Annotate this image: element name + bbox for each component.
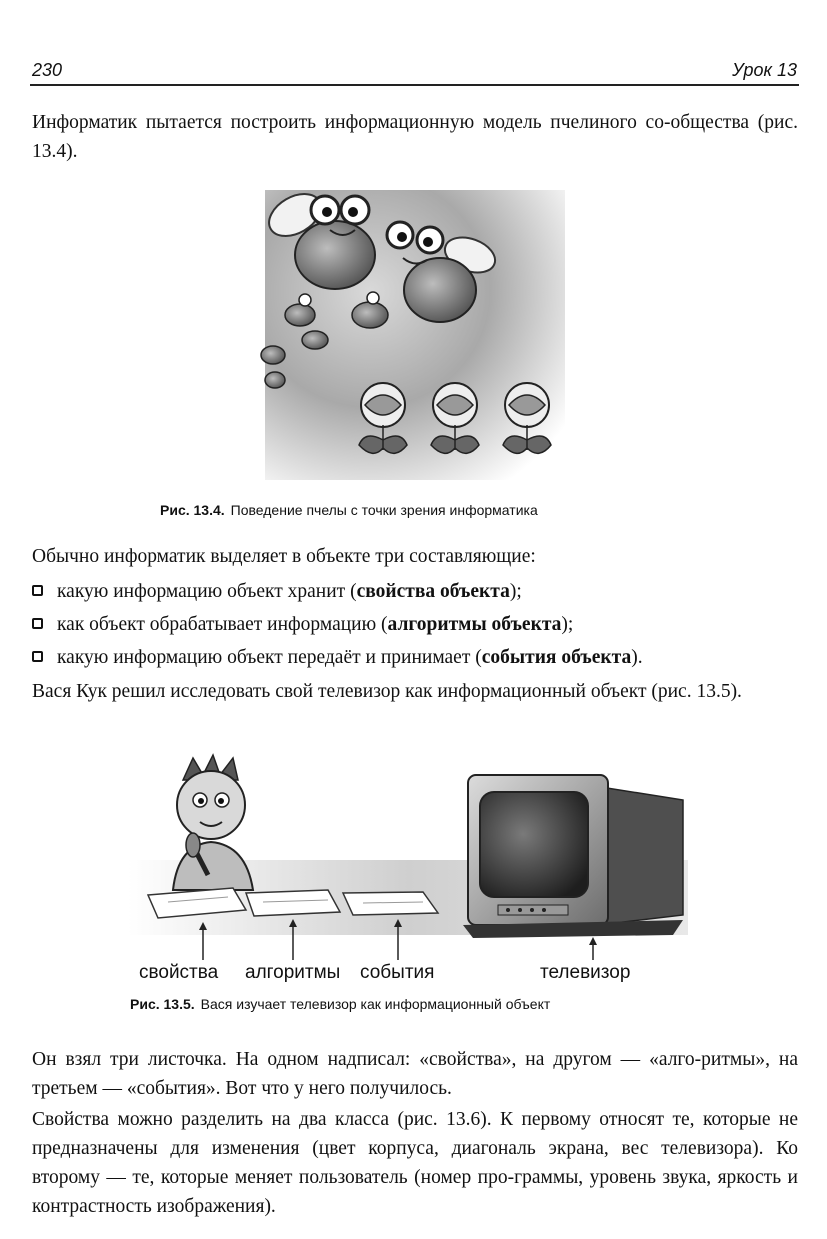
figure-number: Рис. 13.5. [130,996,195,1012]
sheet-algorithms [246,890,340,916]
list-item: какую информацию объект хранит (свойства объекта); [32,575,798,608]
list-item: как объект обрабатывает информацию (алгоритмы объекта); [32,608,798,641]
paragraph-properties-classes: Свойства можно разделить на два класса (рис. 13.6). К первому относят те, которые не предназначены для изменения (цвет корпуса, диагональ экрана, вес телевизора). Ко второму — те, которые меняет пользователь (номер про-граммы, уровень звука, яркость и контрастность изображения). [32,1109,798,1217]
paragraph-intro: Информатик пытается построить информационную модель пчелиного со-общества (рис. 13.4). [32,112,798,162]
boy-figure [173,755,253,890]
figure-caption-13-4 [160,502,538,518]
flower-2 [431,383,479,453]
checkbox-bullet-icon [32,618,43,629]
figure-caption-13-5 [130,996,550,1012]
page-number: 230 [32,60,63,80]
components-list [32,575,798,674]
figure-caption-text: Вася изучает телевизор как информационный объект [200,996,551,1012]
arrow-tv [589,937,597,960]
arrow-properties [199,922,207,960]
label-algorithms: алгоритмы [245,962,341,983]
sheet-events [343,892,438,915]
list-item: какую информацию объект передаёт и принимает (события объекта). [32,641,798,674]
checkbox-bullet-icon [32,651,43,662]
figure-number: Рис. 13.4. [160,502,225,518]
tv-set [463,775,683,938]
flower-1 [359,383,407,453]
label-properties: свойства [139,962,219,983]
tv-illustration [128,750,688,985]
arrow-algorithms [289,919,297,960]
label-tv: телевизор [540,962,631,983]
paragraph-sheets: Он взял три листочка. На одном надписал: «свойства», на другом — «алго-ритмы», на третьем — «события». Вот что у него получилось. [32,1049,798,1099]
bees-illustration [255,180,575,480]
flower-3 [503,383,551,453]
figure-caption-text: Поведение пчелы с точки зрения информатика [230,502,538,518]
lesson-title: Урок 13 [732,60,797,80]
arrow-events [394,919,402,960]
bee-small-3 [302,331,328,349]
header-rule [30,84,799,86]
label-events: события [360,962,435,983]
paragraph-components: Обычно информатик выделяет в объекте три составляющие: [32,546,536,567]
paragraph-vasya: Вася Кук решил исследовать свой телевизор как информационный объект (рис. 13.5). [32,681,742,702]
checkbox-bullet-icon [32,585,43,596]
